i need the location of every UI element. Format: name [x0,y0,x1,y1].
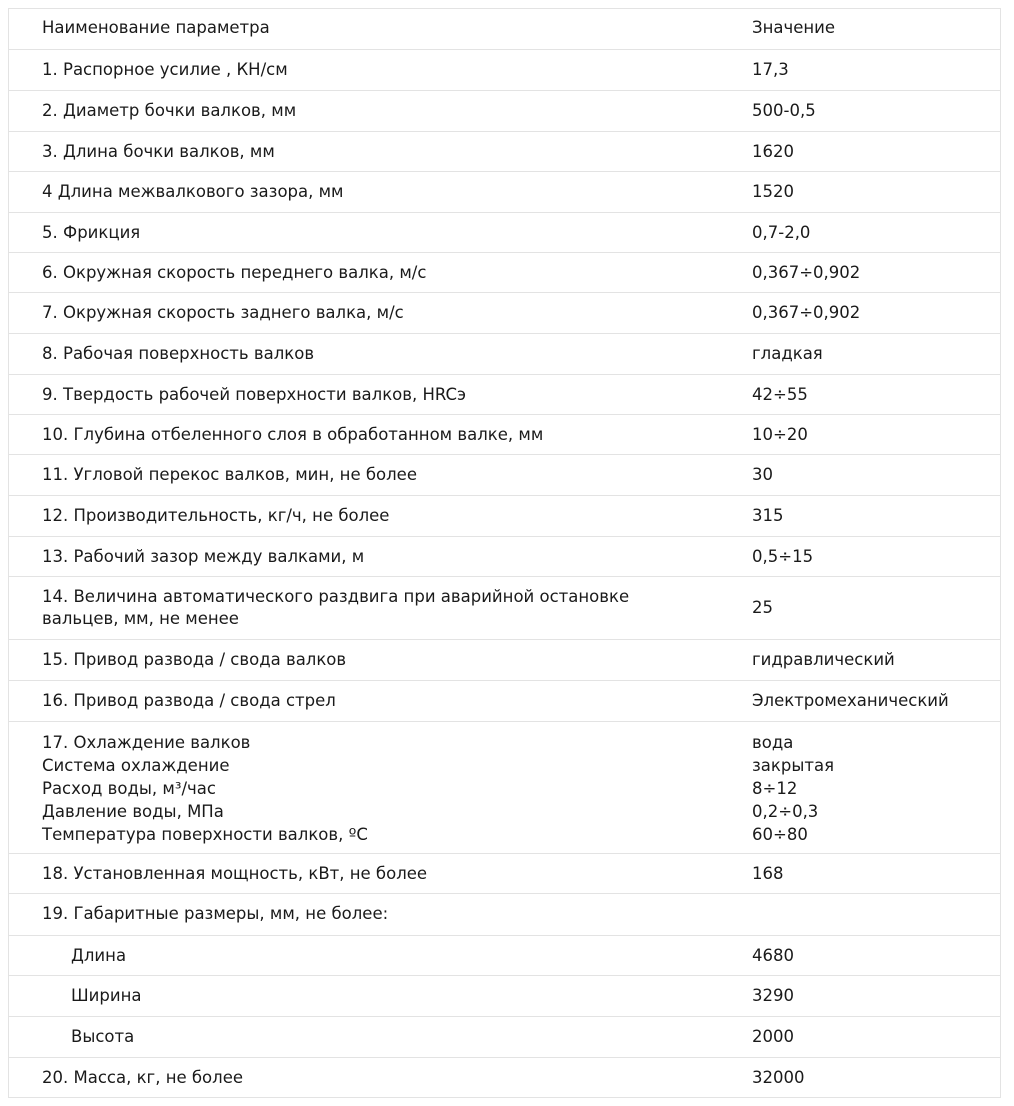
param-name: 3. Длина бочки валков, мм [42,142,275,161]
specs-table [8,8,1001,1098]
param-name: 16. Привод развода / свода стрел [42,691,336,710]
param-name: 6. Окружная скорость переднего валка, м/с [42,263,427,282]
table-row [9,212,1000,252]
param-value: гладкая [752,344,823,363]
param-value: 315 [752,506,784,525]
table-row [9,639,1000,680]
param-value: 42÷55 [752,385,808,404]
param-name: 11. Угловой перекос валков, мин, не более [42,465,417,484]
table-row [9,252,1000,292]
param-name: 13. Рабочий зазор между валками, м [42,547,365,566]
param-name-line: Температура поверхности валков, ºС [42,825,368,844]
table-row [9,1057,1000,1097]
param-value: Электромеханический [752,691,949,710]
param-name-line: 17. Охлаждение валков [42,733,251,752]
param-value: 32000 [752,1068,805,1087]
param-value: 500-0,5 [752,101,816,120]
header-value: Значение [752,18,836,37]
param-name: 18. Установленная мощность, кВт, не более [42,864,428,883]
table-row [9,292,1000,333]
param-name-line: Расход воды, м³/час [42,779,216,798]
param-name: 19. Габаритные размеры, мм, не более: [42,904,389,923]
param-value [719,894,1000,935]
header-name: Наименование параметра [42,18,270,37]
param-name: 12. Производительность, кг/ч, не более [42,506,390,525]
param-value: 168 [752,864,784,883]
table-header [9,9,1000,49]
table-row [9,414,1000,454]
param-value: 25 [752,598,773,617]
param-value: 0,367÷0,902 [752,303,861,322]
param-name-line: Давление воды, МПа [42,802,224,821]
param-value: 0,7-2,0 [752,223,811,242]
table-row [9,49,1000,90]
param-value: 10÷20 [752,425,808,444]
table-row [9,680,1000,721]
param-value: 4680 [752,946,794,965]
param-name: 1. Распорное усилие , КН/см [42,60,288,79]
table-row [9,853,1000,893]
param-name: 15. Привод развода / свода валков [42,650,347,669]
param-value: гидравлический [752,650,895,669]
table-row [9,935,1000,975]
param-name: Высота [71,1027,135,1046]
table-row [9,576,1000,639]
table-row [9,495,1000,536]
table-row [9,131,1000,171]
param-name: 2. Диаметр бочки валков, мм [42,101,297,120]
param-name [9,577,719,639]
param-name: 10. Глубина отбеленного слоя в обработанном валке, мм [42,425,544,444]
table-row [9,90,1000,131]
param-value-line: 0,2÷0,3 [752,802,819,821]
table-row [9,454,1000,495]
table-row [9,893,1000,935]
param-name-line: 14. Величина автоматического раздвига при аварийной остановке [42,587,630,606]
param-value: 17,3 [752,60,789,79]
table-row [9,536,1000,576]
param-value-line: 60÷80 [752,825,808,844]
param-value: 3290 [752,986,794,1005]
param-name: Длина [71,946,127,965]
param-name-line: Система охлаждение [42,756,230,775]
param-value-line: вода [752,733,794,752]
param-value [719,722,1000,853]
param-value-line: закрытая [752,756,835,775]
table-row [9,333,1000,374]
param-name: 8. Рабочая поверхность валков [42,344,315,363]
param-name: 7. Окружная скорость заднего валка, м/с [42,303,404,322]
param-name [9,722,719,853]
param-value: 30 [752,465,773,484]
table-row [9,721,1000,853]
param-name: 9. Твердость рабочей поверхности валков, HRCэ [42,385,467,404]
param-name: 5. Фрикция [42,223,141,242]
param-name: 20. Масса, кг, не более [42,1068,244,1087]
table-row [9,975,1000,1016]
table-row [9,171,1000,212]
param-value: 0,367÷0,902 [752,263,861,282]
table-row [9,1016,1000,1057]
param-name-line: вальцев, мм, не менее [42,609,239,628]
param-value: 2000 [752,1027,794,1046]
param-name: Ширина [71,986,142,1005]
param-value: 1520 [752,182,794,201]
param-value-line: 8÷12 [752,779,798,798]
table-row [9,374,1000,414]
param-value: 0,5÷15 [752,547,814,566]
param-name: 4 Длина межвалкового зазора, мм [42,182,344,201]
param-value: 1620 [752,142,794,161]
